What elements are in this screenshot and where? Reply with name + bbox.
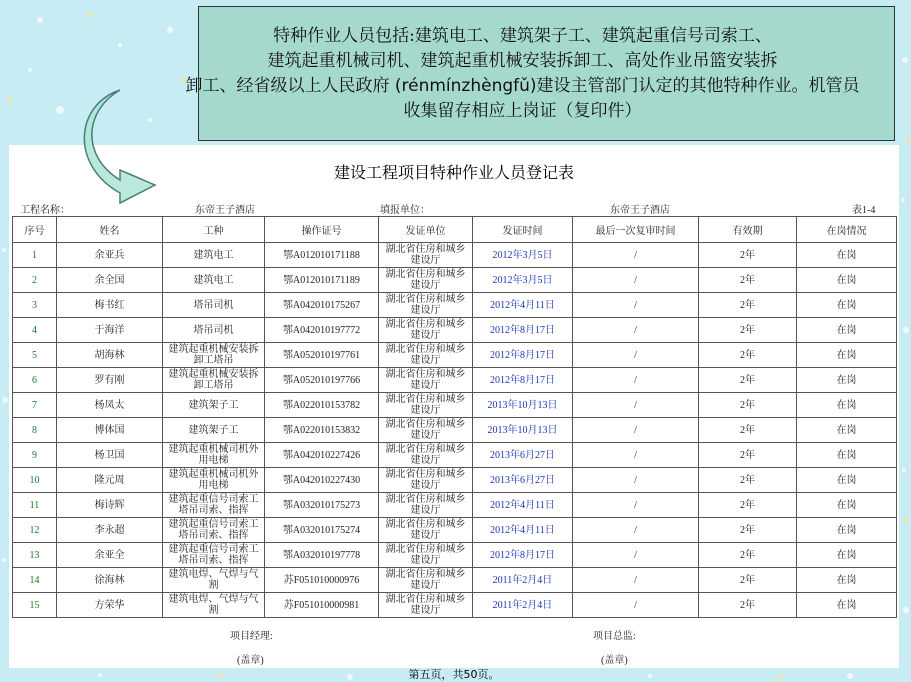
- seq-cell: 5: [13, 343, 57, 368]
- column-header: 发证单位: [379, 217, 473, 243]
- status-cell: 在岗: [797, 543, 897, 568]
- name-cell: 于海洋: [57, 318, 163, 343]
- seq-cell: 7: [13, 393, 57, 418]
- last-review-cell: /: [573, 518, 699, 543]
- seq-cell: 1: [13, 243, 57, 268]
- issue-date-cell: 2012年8月17日: [473, 318, 573, 343]
- validity-cell: 2年: [699, 493, 797, 518]
- certificate-cell: 鄂A042010197772: [265, 318, 379, 343]
- name-cell: 余亚兵: [57, 243, 163, 268]
- name-cell: 杨凤太: [57, 393, 163, 418]
- issue-date-cell: 2011年2月4日: [473, 593, 573, 618]
- validity-cell: 2年: [699, 543, 797, 568]
- certificate-cell: 鄂A052010197766: [265, 368, 379, 393]
- issue-date-cell: 2013年10月13日: [473, 418, 573, 443]
- banner-line-2: 建筑起重机械司机、建筑起重机械安装拆卸工、高处作业吊篮安装拆: [267, 51, 778, 71]
- project-name-value: 东帝王子酒店: [195, 205, 255, 216]
- project-manager-label: 项目经理:: [230, 631, 273, 642]
- last-review-cell: /: [573, 418, 699, 443]
- issuer-cell: 湖北省住房和城乡建设厅: [379, 593, 473, 618]
- validity-cell: 2年: [699, 593, 797, 618]
- curved-arrow-icon: [80, 85, 180, 205]
- job-type-cell: 建筑电焊、气焊与气割: [163, 593, 265, 618]
- table-row: [13, 318, 897, 343]
- issuer-cell: 湖北省住房和城乡建设厅: [379, 293, 473, 318]
- column-header: 操作证号: [265, 217, 379, 243]
- validity-cell: 2年: [699, 368, 797, 393]
- table-row: [13, 293, 897, 318]
- last-review-cell: /: [573, 268, 699, 293]
- table-header-row: [13, 217, 897, 243]
- issuer-cell: 湖北省住房和城乡建设厅: [379, 543, 473, 568]
- status-cell: 在岗: [797, 318, 897, 343]
- last-review-cell: /: [573, 543, 699, 568]
- name-cell: 徐海林: [57, 568, 163, 593]
- certificate-cell: 鄂A042010175267: [265, 293, 379, 318]
- reporting-unit-label: 填报单位：: [380, 205, 430, 216]
- issuer-cell: 湖北省住房和城乡建设厅: [379, 343, 473, 368]
- status-cell: 在岗: [797, 343, 897, 368]
- seq-cell: 3: [13, 293, 57, 318]
- name-cell: 胡海林: [57, 343, 163, 368]
- table-row: [13, 493, 897, 518]
- job-type-cell: 建筑电工: [163, 268, 265, 293]
- banner-line-4: 收集留存相应上岗证（复印件）: [403, 101, 642, 121]
- certificate-cell: 鄂A022010153782: [265, 393, 379, 418]
- last-review-cell: /: [573, 318, 699, 343]
- seq-cell: 11: [13, 493, 57, 518]
- issuer-cell: 湖北省住房和城乡建设厅: [379, 418, 473, 443]
- table-row: [13, 393, 897, 418]
- certificate-cell: 鄂A012010171188: [265, 243, 379, 268]
- seq-cell: 8: [13, 418, 57, 443]
- validity-cell: 2年: [699, 318, 797, 343]
- table-row: [13, 443, 897, 468]
- job-type-cell: 建筑起重机械安装拆卸工塔吊: [163, 368, 265, 393]
- issuer-cell: 湖北省住房和城乡建设厅: [379, 318, 473, 343]
- name-cell: 隆元周: [57, 468, 163, 493]
- table-row: [13, 243, 897, 268]
- status-cell: 在岗: [797, 593, 897, 618]
- last-review-cell: /: [573, 493, 699, 518]
- name-cell: 杨卫国: [57, 443, 163, 468]
- job-type-cell: 建筑起重信号司索工塔吊司索、指挥: [163, 518, 265, 543]
- issue-date-cell: 2011年2月4日: [473, 568, 573, 593]
- name-cell: 方荣华: [57, 593, 163, 618]
- table-number: 表1-4: [852, 205, 876, 216]
- seq-cell: 15: [13, 593, 57, 618]
- validity-cell: 2年: [699, 343, 797, 368]
- job-type-cell: 塔吊司机: [163, 293, 265, 318]
- issuer-cell: 湖北省住房和城乡建设厅: [379, 443, 473, 468]
- table-row: [13, 568, 897, 593]
- project-director-label: 项目总监:: [593, 631, 636, 642]
- status-cell: 在岗: [797, 293, 897, 318]
- job-type-cell: 建筑起重机械司机外用电梯: [163, 443, 265, 468]
- table-row: [13, 543, 897, 568]
- job-type-cell: 建筑电焊、气焊与气割: [163, 568, 265, 593]
- issuer-cell: 湖北省住房和城乡建设厅: [379, 268, 473, 293]
- table-row: [13, 593, 897, 618]
- column-header: 有效期: [699, 217, 797, 243]
- issue-date-cell: 2012年4月11日: [473, 518, 573, 543]
- issuer-cell: 湖北省住房和城乡建设厅: [379, 243, 473, 268]
- validity-cell: 2年: [699, 518, 797, 543]
- certificate-cell: 鄂A042010227426: [265, 443, 379, 468]
- certificate-cell: 鄂A032010175273: [265, 493, 379, 518]
- last-review-cell: /: [573, 243, 699, 268]
- table-row: [13, 368, 897, 393]
- banner-text: [130, 24, 911, 124]
- status-cell: 在岗: [797, 243, 897, 268]
- issue-date-cell: 2012年4月11日: [473, 293, 573, 318]
- job-type-cell: 塔吊司机: [163, 318, 265, 343]
- status-cell: 在岗: [797, 518, 897, 543]
- certificate-cell: 鄂A012010171189: [265, 268, 379, 293]
- reporting-unit-value: 东帝王子酒店: [610, 205, 670, 216]
- issuer-cell: 湖北省住房和城乡建设厅: [379, 368, 473, 393]
- last-review-cell: /: [573, 368, 699, 393]
- job-type-cell: 建筑架子工: [163, 393, 265, 418]
- certificate-cell: 鄂A052010197761: [265, 343, 379, 368]
- status-cell: 在岗: [797, 418, 897, 443]
- validity-cell: 2年: [699, 293, 797, 318]
- status-cell: 在岗: [797, 368, 897, 393]
- issue-date-cell: 2013年6月27日: [473, 443, 573, 468]
- validity-cell: 2年: [699, 268, 797, 293]
- status-cell: 在岗: [797, 393, 897, 418]
- table-body: [13, 243, 897, 618]
- last-review-cell: /: [573, 568, 699, 593]
- certificate-cell: 鄂A042010227430: [265, 468, 379, 493]
- status-cell: 在岗: [797, 493, 897, 518]
- project-name-label: 工程名称：: [20, 205, 70, 216]
- issue-date-cell: 2012年8月17日: [473, 343, 573, 368]
- seq-cell: 14: [13, 568, 57, 593]
- seq-cell: 13: [13, 543, 57, 568]
- job-type-cell: 建筑起重信号司索工塔吊司索、指挥: [163, 493, 265, 518]
- status-cell: 在岗: [797, 268, 897, 293]
- validity-cell: 2年: [699, 243, 797, 268]
- table-row: [13, 268, 897, 293]
- name-cell: 李永超: [57, 518, 163, 543]
- page-number: 第五页，共50页。: [408, 668, 500, 681]
- column-header: 序号: [13, 217, 57, 243]
- certificate-cell: 鄂A032010197778: [265, 543, 379, 568]
- document-title: 建设工程项目特种作业人员登记表: [333, 163, 574, 182]
- table-row: [13, 343, 897, 368]
- certificate-cell: 苏F051010000981: [265, 593, 379, 618]
- validity-cell: 2年: [699, 568, 797, 593]
- column-header: 在岗情况: [797, 217, 897, 243]
- job-type-cell: 建筑架子工: [163, 418, 265, 443]
- issuer-cell: 湖北省住房和城乡建设厅: [379, 468, 473, 493]
- last-review-cell: /: [573, 593, 699, 618]
- validity-cell: 2年: [699, 468, 797, 493]
- issue-date-cell: 2013年10月13日: [473, 393, 573, 418]
- column-header: 姓名: [57, 217, 163, 243]
- certificate-cell: 鄂A022010153832: [265, 418, 379, 443]
- seq-cell: 4: [13, 318, 57, 343]
- issuer-cell: 湖北省住房和城乡建设厅: [379, 393, 473, 418]
- table-row: [13, 518, 897, 543]
- issue-date-cell: 2012年3月5日: [473, 243, 573, 268]
- issue-date-cell: 2012年3月5日: [473, 268, 573, 293]
- job-type-cell: 建筑起重信号司索工塔吊司索、指挥: [163, 543, 265, 568]
- name-cell: 梅书红: [57, 293, 163, 318]
- column-header: 工种: [163, 217, 265, 243]
- table-row: [13, 418, 897, 443]
- last-review-cell: /: [573, 393, 699, 418]
- certificate-cell: 鄂A032010175274: [265, 518, 379, 543]
- seal-left: (盖章): [237, 655, 264, 666]
- validity-cell: 2年: [699, 418, 797, 443]
- banner-line-1: 特种作业人员包括:建筑电工、建筑架子工、建筑起重信号司索工、: [273, 26, 772, 46]
- issuer-cell: 湖北省住房和城乡建设厅: [379, 568, 473, 593]
- job-type-cell: 建筑起重机械安装拆卸工塔吊: [163, 343, 265, 368]
- validity-cell: 2年: [699, 393, 797, 418]
- column-header: 最后一次复审时间: [573, 217, 699, 243]
- certificate-cell: 苏F051010000976: [265, 568, 379, 593]
- issue-date-cell: 2012年4月11日: [473, 493, 573, 518]
- seq-cell: 6: [13, 368, 57, 393]
- status-cell: 在岗: [797, 443, 897, 468]
- issue-date-cell: 2013年6月27日: [473, 468, 573, 493]
- last-review-cell: /: [573, 343, 699, 368]
- last-review-cell: /: [573, 293, 699, 318]
- status-cell: 在岗: [797, 468, 897, 493]
- name-cell: 余亚全: [57, 543, 163, 568]
- name-cell: 博体国: [57, 418, 163, 443]
- name-cell: 余全国: [57, 268, 163, 293]
- last-review-cell: /: [573, 443, 699, 468]
- name-cell: 罗有刚: [57, 368, 163, 393]
- column-header: 发证时间: [473, 217, 573, 243]
- seq-cell: 9: [13, 443, 57, 468]
- issuer-cell: 湖北省住房和城乡建设厅: [379, 518, 473, 543]
- status-cell: 在岗: [797, 568, 897, 593]
- issuer-cell: 湖北省住房和城乡建设厅: [379, 493, 473, 518]
- seq-cell: 12: [13, 518, 57, 543]
- seq-cell: 2: [13, 268, 57, 293]
- banner-line-3: 卸工、经省级以上人民政府 (rénmínzhèngfǔ)建设主管部门认定的其他特种作业。机管员: [185, 76, 860, 96]
- validity-cell: 2年: [699, 443, 797, 468]
- seal-right: (盖章): [601, 655, 628, 666]
- name-cell: 梅诗辉: [57, 493, 163, 518]
- personnel-table: [12, 216, 897, 618]
- issue-date-cell: 2012年8月17日: [473, 368, 573, 393]
- issue-date-cell: 2012年8月17日: [473, 543, 573, 568]
- table-row: [13, 468, 897, 493]
- job-type-cell: 建筑电工: [163, 243, 265, 268]
- last-review-cell: /: [573, 468, 699, 493]
- job-type-cell: 建筑起重机械司机外用电梯: [163, 468, 265, 493]
- seq-cell: 10: [13, 468, 57, 493]
